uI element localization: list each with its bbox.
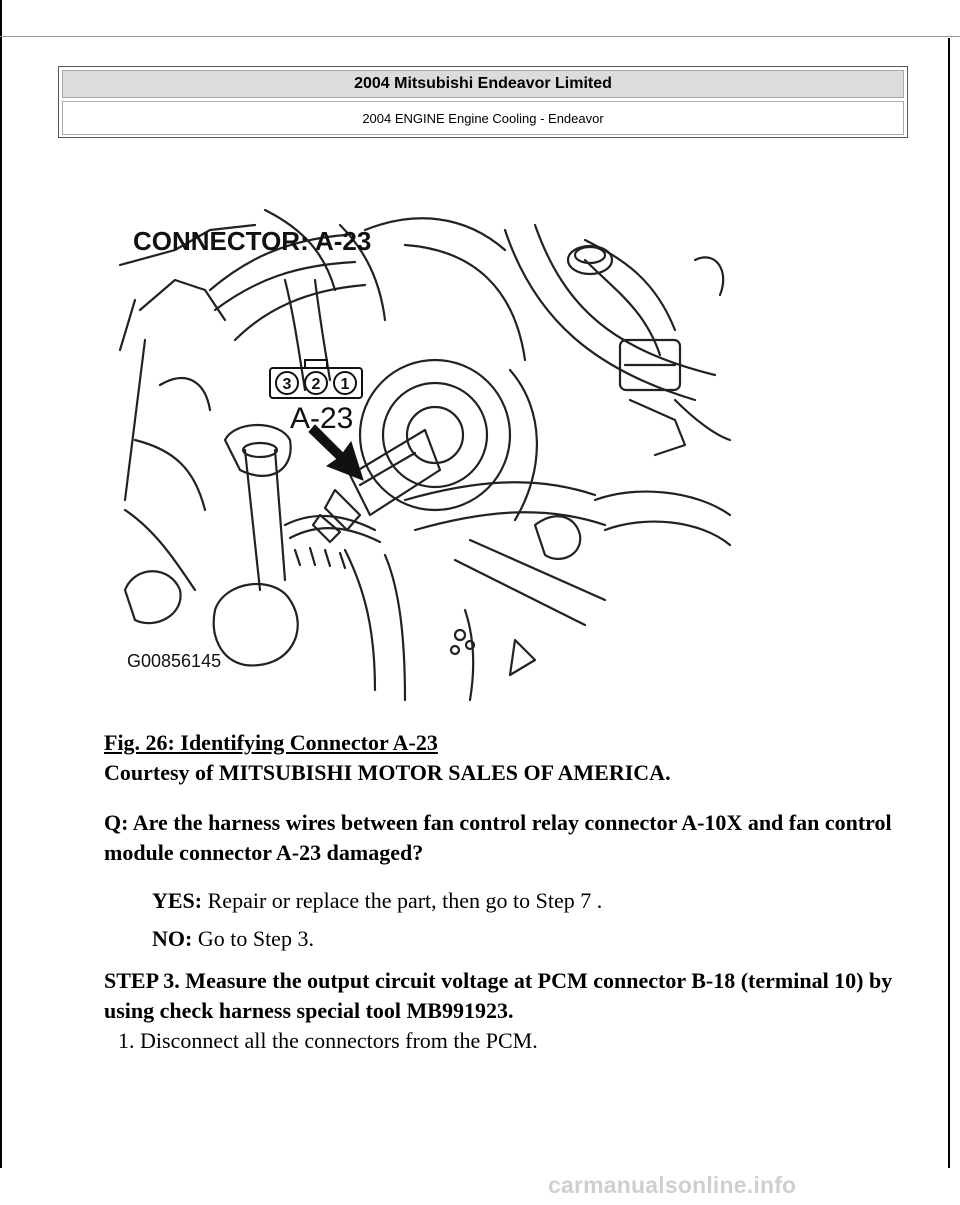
connector-illustration bbox=[115, 170, 740, 720]
header-subtitle: 2004 ENGINE Engine Cooling - Endeavor bbox=[62, 101, 904, 135]
page-border-right bbox=[948, 38, 950, 1168]
document-header bbox=[58, 66, 908, 138]
answer-yes bbox=[152, 888, 602, 914]
callout-label: A-23 bbox=[290, 402, 354, 435]
answer-no bbox=[152, 926, 314, 952]
figure-caption: Fig. 26: Identifying Connector A-23 bbox=[104, 730, 438, 755]
figure-courtesy: Courtesy of MITSUBISHI MOTOR SALES OF AMERICA. bbox=[104, 760, 671, 785]
answer-no-label: NO: bbox=[152, 926, 193, 951]
page-border-top bbox=[0, 36, 960, 37]
list-item: 1. Disconnect all the connectors from the PCM. bbox=[118, 1028, 538, 1053]
question-text: Q: Are the harness wires between fan control relay connector A-10X and fan control module connector A-23 damaged? bbox=[104, 810, 892, 865]
answer-yes-label: YES: bbox=[152, 888, 203, 913]
figure-code: G00856145 bbox=[127, 651, 222, 671]
pin-label-1: 1 bbox=[340, 376, 350, 393]
header-title: 2004 Mitsubishi Endeavor Limited bbox=[62, 70, 904, 98]
answer-yes-text: Repair or replace the part, then go to Step 7 . bbox=[202, 888, 603, 913]
pin-label-2: 2 bbox=[311, 376, 321, 393]
page-border-left bbox=[0, 0, 2, 1168]
step-heading: STEP 3. Measure the output circuit voltage at PCM connector B-18 (terminal 10) by using check harness special tool MB991923. bbox=[104, 968, 893, 1023]
connector-label: CONNECTOR: A-23 bbox=[133, 226, 372, 256]
watermark: carmanualsonline.info bbox=[548, 1172, 797, 1198]
pin-label-3: 3 bbox=[282, 376, 292, 393]
answer-no-text: Go to Step 3. bbox=[192, 926, 314, 951]
